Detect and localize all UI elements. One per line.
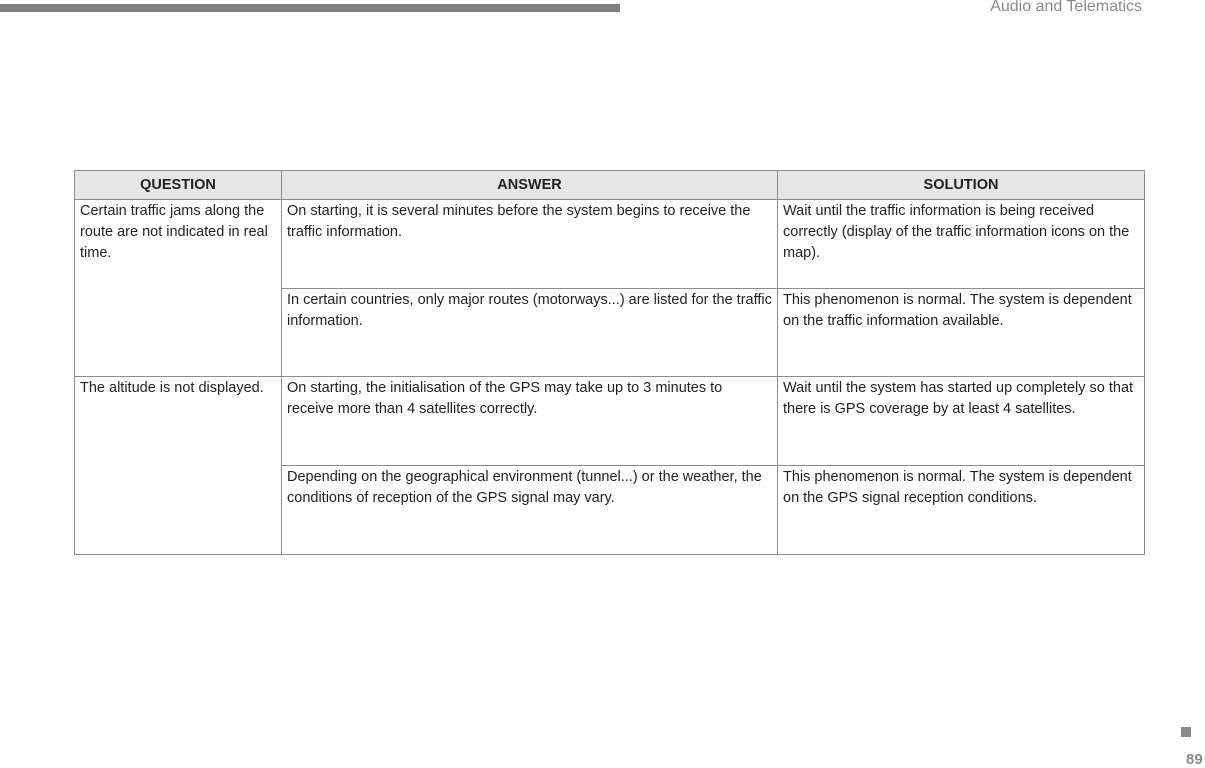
solution-cell: Wait until the system has started up completely so that there is GPS coverage by at least 4 satellites. [778, 377, 1145, 466]
section-title: Audio and Telematics [990, 0, 1142, 15]
column-header-answer: ANSWER [282, 171, 778, 200]
table-header-row [75, 171, 1145, 200]
question-cell: The altitude is not displayed. [75, 377, 282, 555]
question-cell: Certain traffic jams along the route are not indicated in real time. [75, 200, 282, 377]
solution-cell: Wait until the traffic information is being received correctly (display of the traffic information icons on the map). [778, 200, 1145, 289]
solution-cell: This phenomenon is normal. The system is dependent on the GPS signal reception conditions. [778, 466, 1145, 555]
solution-cell: This phenomenon is normal. The system is dependent on the traffic information available. [778, 289, 1145, 377]
answer-cell: On starting, the initialisation of the GPS may take up to 3 minutes to receive more than 4 satellites correctly. [282, 377, 778, 466]
table-row [75, 377, 1145, 466]
table-row [75, 200, 1145, 289]
page-marker-icon [1181, 727, 1191, 737]
answer-cell: In certain countries, only major routes (motorways...) are listed for the traffic information. [282, 289, 778, 377]
answer-cell: Depending on the geographical environment (tunnel...) or the weather, the conditions of reception of the GPS signal may vary. [282, 466, 778, 555]
column-header-question: QUESTION [75, 171, 282, 200]
header-bar [0, 4, 620, 12]
page-number: 89 [1186, 751, 1203, 768]
column-header-solution: SOLUTION [778, 171, 1145, 200]
faq-table [74, 170, 1145, 555]
answer-cell: On starting, it is several minutes before the system begins to receive the traffic information. [282, 200, 778, 289]
